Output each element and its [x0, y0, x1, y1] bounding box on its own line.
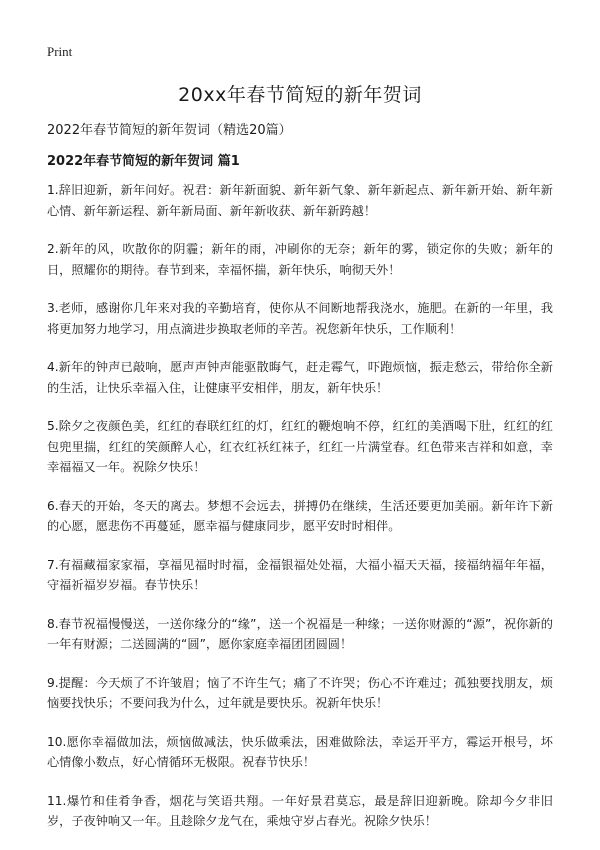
greeting-paragraph-1: 1.辞旧迎新，新年问好。祝君：新年新面貌、新年新气象、新年新起点、新年新开始、新年新心情、新年新运程、新年新局面、新年新收获、新年新跨越！	[47, 183, 553, 218]
greeting-paragraph-8: 8.春节祝福慢慢送，一送你缘分的“缘”，送一个祝福是一种缘；一送你财源的“源”，祝你新的一年有财源；二送圆满的“圆”，愿你家庭幸福团团圆圆！	[47, 616, 553, 651]
greeting-paragraph-10: 10.愿你幸福做加法，烦恼做减法，快乐做乘法，困难做除法，幸运开平方，霉运开根号，坏心情像小数点，好心情循环无极限。祝春节快乐！	[47, 734, 553, 769]
greeting-paragraph-3: 3.老师，感谢你几年来对我的辛勤培育，使你从不间断地帮我浇水，施肥。在新的一年里，我将更加努力地学习，用点滴进步换取老师的辛苦。祝您新年快乐，工作顺利！	[47, 301, 553, 336]
greetings-list	[47, 180, 553, 850]
greeting-paragraph-2: 2.新年的风，吹散你的阴霾；新年的雨，冲刷你的无奈；新年的雾，锁定你的失败；新年的日，照耀你的期待。春节到来，幸福怀揣，新年快乐，响彻天外！	[47, 242, 553, 277]
greeting-paragraph-4: 4.新年的钟声已敲响，愿声声钟声能驱散晦气，赶走霉气，吓跑烦恼，振走愁云，带给你全新的生活，让快乐幸福入住，让健康平安相伴，朋友，新年快乐！	[47, 360, 553, 395]
greeting-paragraph-5: 5.除夕之夜颜色美，红红的春联红红的灯，红红的鞭炮响不停，红红的美酒喝下肚，红红的红包兜里揣，红红的笑颜醉人心，红衣红袄红袜子，红红一片满堂春。红色带来吉祥和如意，幸幸福福又一年。祝除夕快乐！	[47, 419, 553, 474]
greeting-paragraph-11: 11.爆竹和佳肴争香，烟花与笑语共翔。一年好景君莫忘，最是辞旧迎新晚。除却今夕非旧岁，子夜钟响又一年。且趁除夕龙气在，乘烛守岁占春光。祝除夕快乐！	[47, 793, 553, 828]
document-title: 20xx年春节简短的新年贺词	[178, 84, 422, 106]
greeting-paragraph-6: 6.春天的开始，冬天的离去。梦想不会远去，拼搏仍在继续，生活还要更加美丽。新年许下新的心愿，愿悲伤不再蔓延，愿幸福与健康同步，愿平安时时相伴。	[47, 498, 553, 533]
print-link[interactable]: Print	[47, 44, 73, 59]
greeting-paragraph-9: 9.提醒：今天烦了不许皱眉；恼了不许生气；痛了不许哭；伤心不许难过；孤独要找朋友，烦恼要找快乐；不要问我为什么，过年就是要快乐。祝新年快乐！	[47, 675, 553, 710]
greeting-paragraph-7: 7.有福藏福家家福，享福见福时时福，金福银福处处福，大福小福天天福，接福纳福年年福，守福祈福岁岁福。春节快乐！	[47, 557, 553, 592]
section-heading: 2022年春节简短的新年贺词 篇1	[47, 154, 240, 169]
document-subtitle: 2022年春节简短的新年贺词（精选20篇）	[47, 123, 292, 138]
